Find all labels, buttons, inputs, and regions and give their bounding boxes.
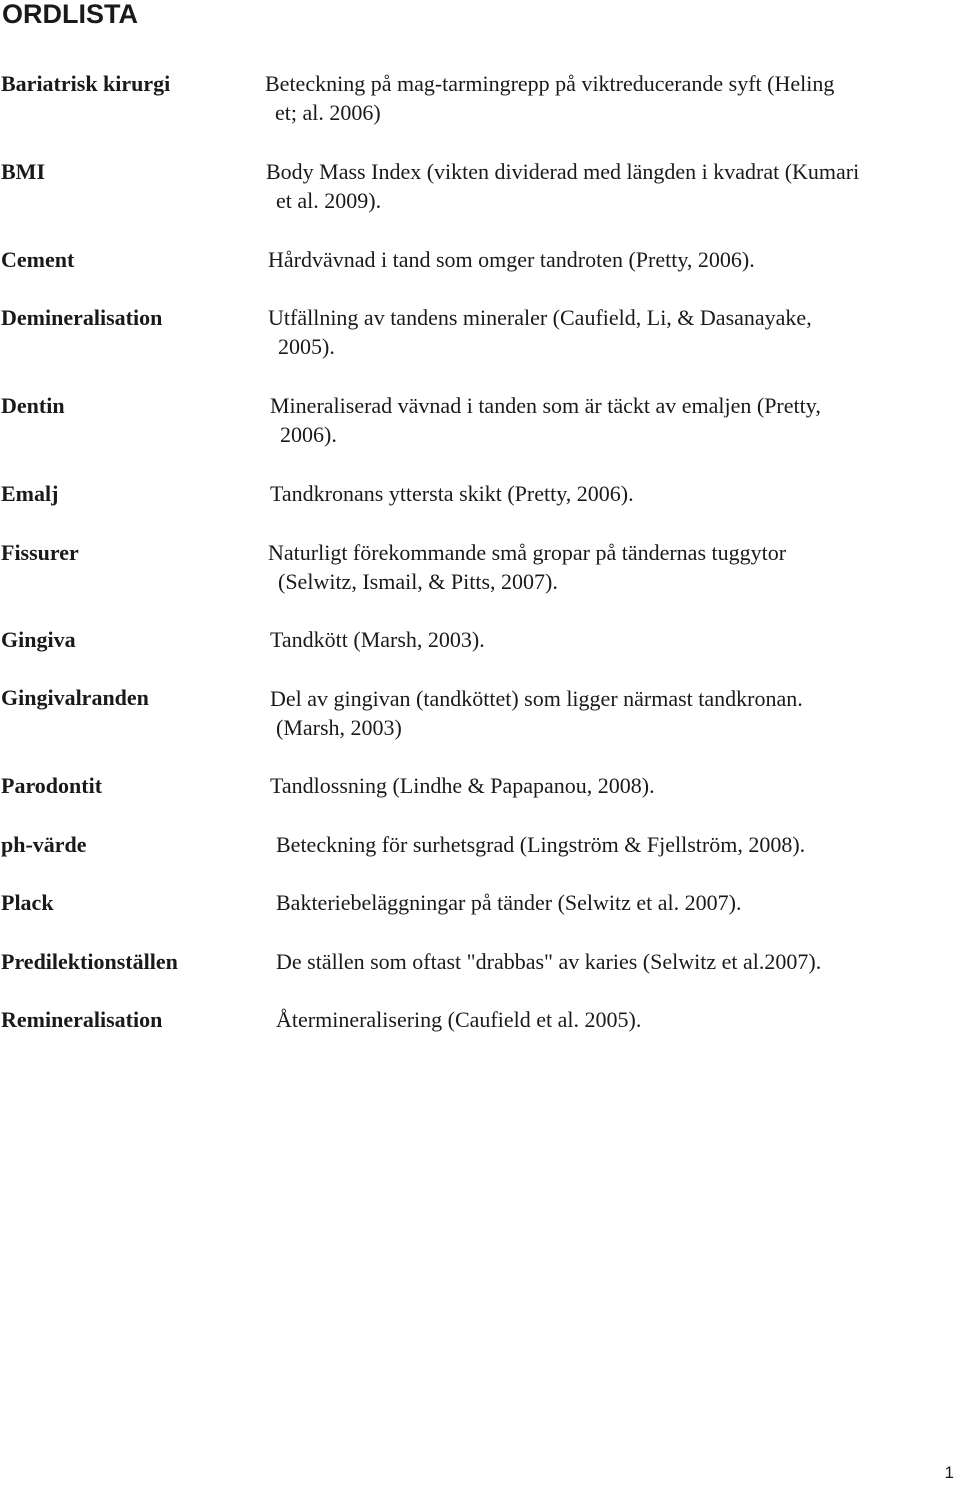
- definition-line-continued: et; al. 2006): [275, 100, 381, 125]
- definition-line: Tandkronans yttersta skikt (Pretty, 2006).: [270, 481, 634, 506]
- glossary-definition-ph-varde: [276, 830, 805, 859]
- glossary-definition-gingiva: [270, 625, 485, 654]
- glossary-term-emalj: Emalj: [1, 481, 59, 506]
- glossary-definition-dentin: [270, 391, 821, 449]
- definition-line: Hårdvävnad i tand som omger tandroten (Pretty, 2006).: [268, 247, 755, 272]
- definition-line: Naturligt förekommande små gropar på tändernas tuggytor: [268, 540, 787, 565]
- definition-line: Body Mass Index (vikten dividerad med längden i kvadrat (Kumari: [266, 159, 860, 184]
- glossary-term-plack: Plack: [1, 890, 54, 915]
- glossary-term-dentin: Dentin: [1, 393, 65, 418]
- glossary-term-demineralisation: Demineralisation: [1, 305, 163, 330]
- definition-line-continued: (Selwitz, Ismail, & Pitts, 2007).: [278, 569, 558, 594]
- definition-line: Tandkött (Marsh, 2003).: [270, 627, 485, 652]
- glossary-definition-gingivalranden: [270, 684, 803, 742]
- definition-line-continued: 2005).: [278, 334, 335, 359]
- glossary-definition-parodontit: [270, 771, 655, 800]
- glossary-definition-bmi: [266, 157, 859, 215]
- glossary-definition-remineralisation: [276, 1005, 641, 1034]
- glossary-definition-fissurer: [268, 538, 786, 596]
- glossary-term-gingivalranden: Gingivalranden: [1, 685, 149, 710]
- glossary-term-remineralisation: Remineralisation: [1, 1007, 163, 1032]
- glossary-term-bariatrisk-kirurgi: Bariatrisk kirurgi: [1, 71, 171, 96]
- definition-line: Del av gingivan (tandköttet) som ligger närmast tandkronan.: [270, 686, 803, 711]
- definition-line: Tandlossning (Lindhe & Papapanou, 2008).: [270, 773, 655, 798]
- page-title: ORDLISTA: [2, 0, 138, 29]
- definition-line-continued: 2006).: [280, 422, 337, 447]
- glossary-term-predilektionstallen: Predilektionställen: [1, 949, 178, 974]
- definition-line: Mineraliserad vävnad i tanden som är täckt av emaljen (Pretty,: [270, 393, 821, 418]
- definition-line-continued: (Marsh, 2003): [276, 715, 402, 740]
- definition-line: Utfällning av tandens mineraler (Caufield, Li, & Dasanayake,: [268, 305, 812, 330]
- glossary-definition-emalj: [270, 479, 634, 508]
- definition-line: De ställen som oftast "drabbas" av karies (Selwitz et al.2007).: [276, 949, 822, 974]
- definition-line: Återmineralisering (Caufield et al. 2005).: [276, 1007, 642, 1032]
- glossary-definition-demineralisation: [268, 303, 812, 361]
- glossary-term-ph-varde: ph-värde: [1, 832, 87, 857]
- definition-line: Beteckning för surhetsgrad (Lingström & Fjellström, 2008).: [276, 832, 806, 857]
- definition-line-continued: et al. 2009).: [276, 188, 382, 213]
- glossary-term-fissurer: Fissurer: [1, 540, 79, 565]
- definition-line: Bakteriebeläggningar på tänder (Selwitz et al. 2007).: [276, 890, 742, 915]
- glossary-definition-bariatrisk-kirurgi: [265, 69, 834, 127]
- glossary-term-bmi: BMI: [1, 159, 45, 184]
- glossary-definition-cement: [268, 245, 755, 274]
- glossary-term-cement: Cement: [1, 247, 75, 272]
- definition-line: Beteckning på mag-tarmingrepp på viktreducerande syft (Heling: [265, 71, 835, 96]
- page-number: 1: [944, 1463, 954, 1482]
- glossary-term-gingiva: Gingiva: [1, 627, 76, 652]
- glossary-definition-plack: [276, 888, 742, 917]
- glossary-definition-predilektionstallen: [276, 947, 821, 976]
- glossary-term-parodontit: Parodontit: [1, 773, 103, 798]
